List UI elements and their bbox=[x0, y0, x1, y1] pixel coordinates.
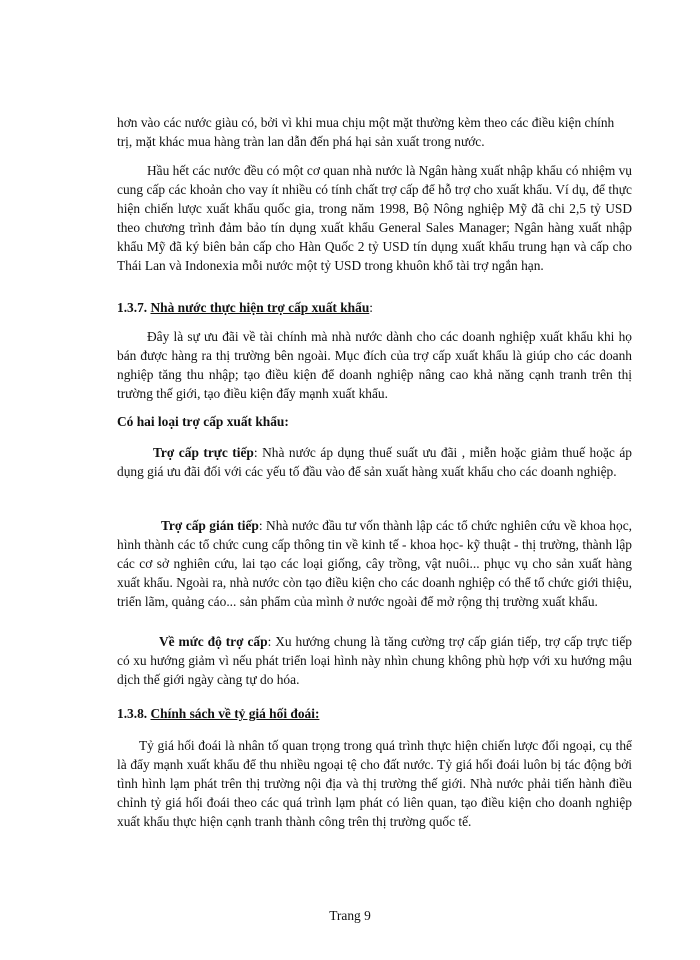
page-number-footer: Trang 9 bbox=[329, 908, 371, 923]
section-number: 1.3.8. bbox=[117, 706, 148, 721]
direct-subsidy-label: Trợ cấp trực tiếp bbox=[153, 445, 254, 460]
paragraph-subsidy-level bbox=[117, 632, 632, 689]
section-number: 1.3.7. bbox=[117, 300, 148, 315]
indirect-subsidy-text: : Nhà nước đầu tư vốn thành lập các tổ chức nghiên cứu về khoa học, hình thành các tổ chức cung cấp thông tin về kinh tế - khoa học- kỹ thuật - thị trường, thành lập các cơ sở nghiên cứu, lai tạo các loại giống, cây trồng, vật nuôi... phục vụ cho sản xuất hàng xuất khẩu. Ngoài ra, nhà nước còn tạo điều kiện cho các doanh nghiệp có thể tổ chức giới thiệu, triển lãm, quảng cáo... sản phẩm của mình ở nước ngoài để mở rộng thị trường xuất khẩu. bbox=[117, 518, 632, 609]
paragraph-indirect-subsidy bbox=[117, 516, 632, 611]
section-heading-1-3-7 bbox=[117, 298, 373, 317]
subsidy-level-text: : Xu hướng chung là tăng cường trợ cấp gián tiếp, trợ cấp trực tiếp có xu hướng giảm vì nếu phát triển loại hình này nhìn chung không phù hợp với xu hướng mậu dịch thế giới ngày càng tự do hóa. bbox=[117, 634, 632, 687]
paragraph-intro-continued: hơn vào các nước giàu có, bởi vì khi mua chịu một mặt thường kèm theo các điều kiện chính trị, mặt khác mua hàng tràn lan dẫn đến phá hại sản xuất trong nước. bbox=[117, 115, 615, 149]
direct-subsidy-text: : Nhà nước áp dụng thuế suất ưu đãi , miễn hoặc giảm thuế hoặc áp dụng giá ưu đãi đối với các yếu tố đầu vào để sản xuất hàng xuất khẩu cho các doanh nghiệp. bbox=[117, 445, 632, 479]
paragraph-direct-subsidy bbox=[117, 443, 632, 481]
section-title: Chính sách về tỷ giá hối đoái: bbox=[150, 706, 320, 721]
section-heading-1-3-8 bbox=[117, 704, 319, 723]
paragraph-exchange-rate: Tỷ giá hối đoái là nhân tố quan trọng trong quá trình thực hiện chiến lược đối ngoại, cụ thể là đẩy mạnh xuất khẩu để thu nhiều ngoại tệ cho đất nước. Tỷ giá hối đoái luôn bị tác động bởi tình hình lạm phát trên thị trường nội địa và thị trường thế giới. Nhà nước phải tiến hành điều chỉnh tỷ giá hối đoái theo các quá trình lạm phát có liên quan, tạo điều kiện cho doanh nghiệp xuất khẩu thực hiện cạnh tranh thành công trên thị trường quốc tế. bbox=[117, 738, 632, 829]
indirect-subsidy-label: Trợ cấp gián tiếp bbox=[161, 518, 259, 533]
subheading-two-types: Có hai loại trợ cấp xuất khẩu: bbox=[117, 414, 289, 429]
paragraph-export-subsidy: Đây là sự ưu đãi về tài chính mà nhà nước dành cho các doanh nghiệp xuất khẩu khi họ bán được hàng ra thị trường bên ngoài. Mục đích của trợ cấp xuất khẩu là giúp cho các doanh nghiệp tăng thu nhập; tạo điều kiện để doanh nghiệp nâng cao khả năng cạnh tranh trên thị trường thế giới, tạo điều kiện đẩy mạnh xuất khẩu. bbox=[117, 329, 632, 401]
section-title: Nhà nước thực hiện trợ cấp xuất khẩu bbox=[150, 300, 370, 315]
paragraph-exim-bank: Hầu hết các nước đều có một cơ quan nhà nước là Ngân hàng xuất nhập khẩu có nhiệm vụ cung cấp các khoản cho vay ít nhiều có tính chất trợ cấp để hỗ trợ cho xuất khẩu. Ví dụ, để thực hiện chiến lược xuất khẩu quốc gia, trong năm 1998, Bộ Nông nghiệp Mỹ đã chi 2,5 tỷ USD theo chương trình đảm bảo tín dụng xuất khẩu General Sales Manager; Ngân hàng xuất nhập khẩu Mỹ đã ký biên bản cấp cho Hàn Quốc 2 tỷ USD tín dụng xuất khẩu trung hạn và cấp cho Thái Lan và Indonexia mỗi nước một tỷ USD trong khuôn khổ tài trợ ngắn hạn. bbox=[117, 163, 632, 273]
subsidy-level-label: Về mức độ trợ cấp bbox=[159, 634, 268, 649]
section-colon: : bbox=[369, 300, 374, 315]
